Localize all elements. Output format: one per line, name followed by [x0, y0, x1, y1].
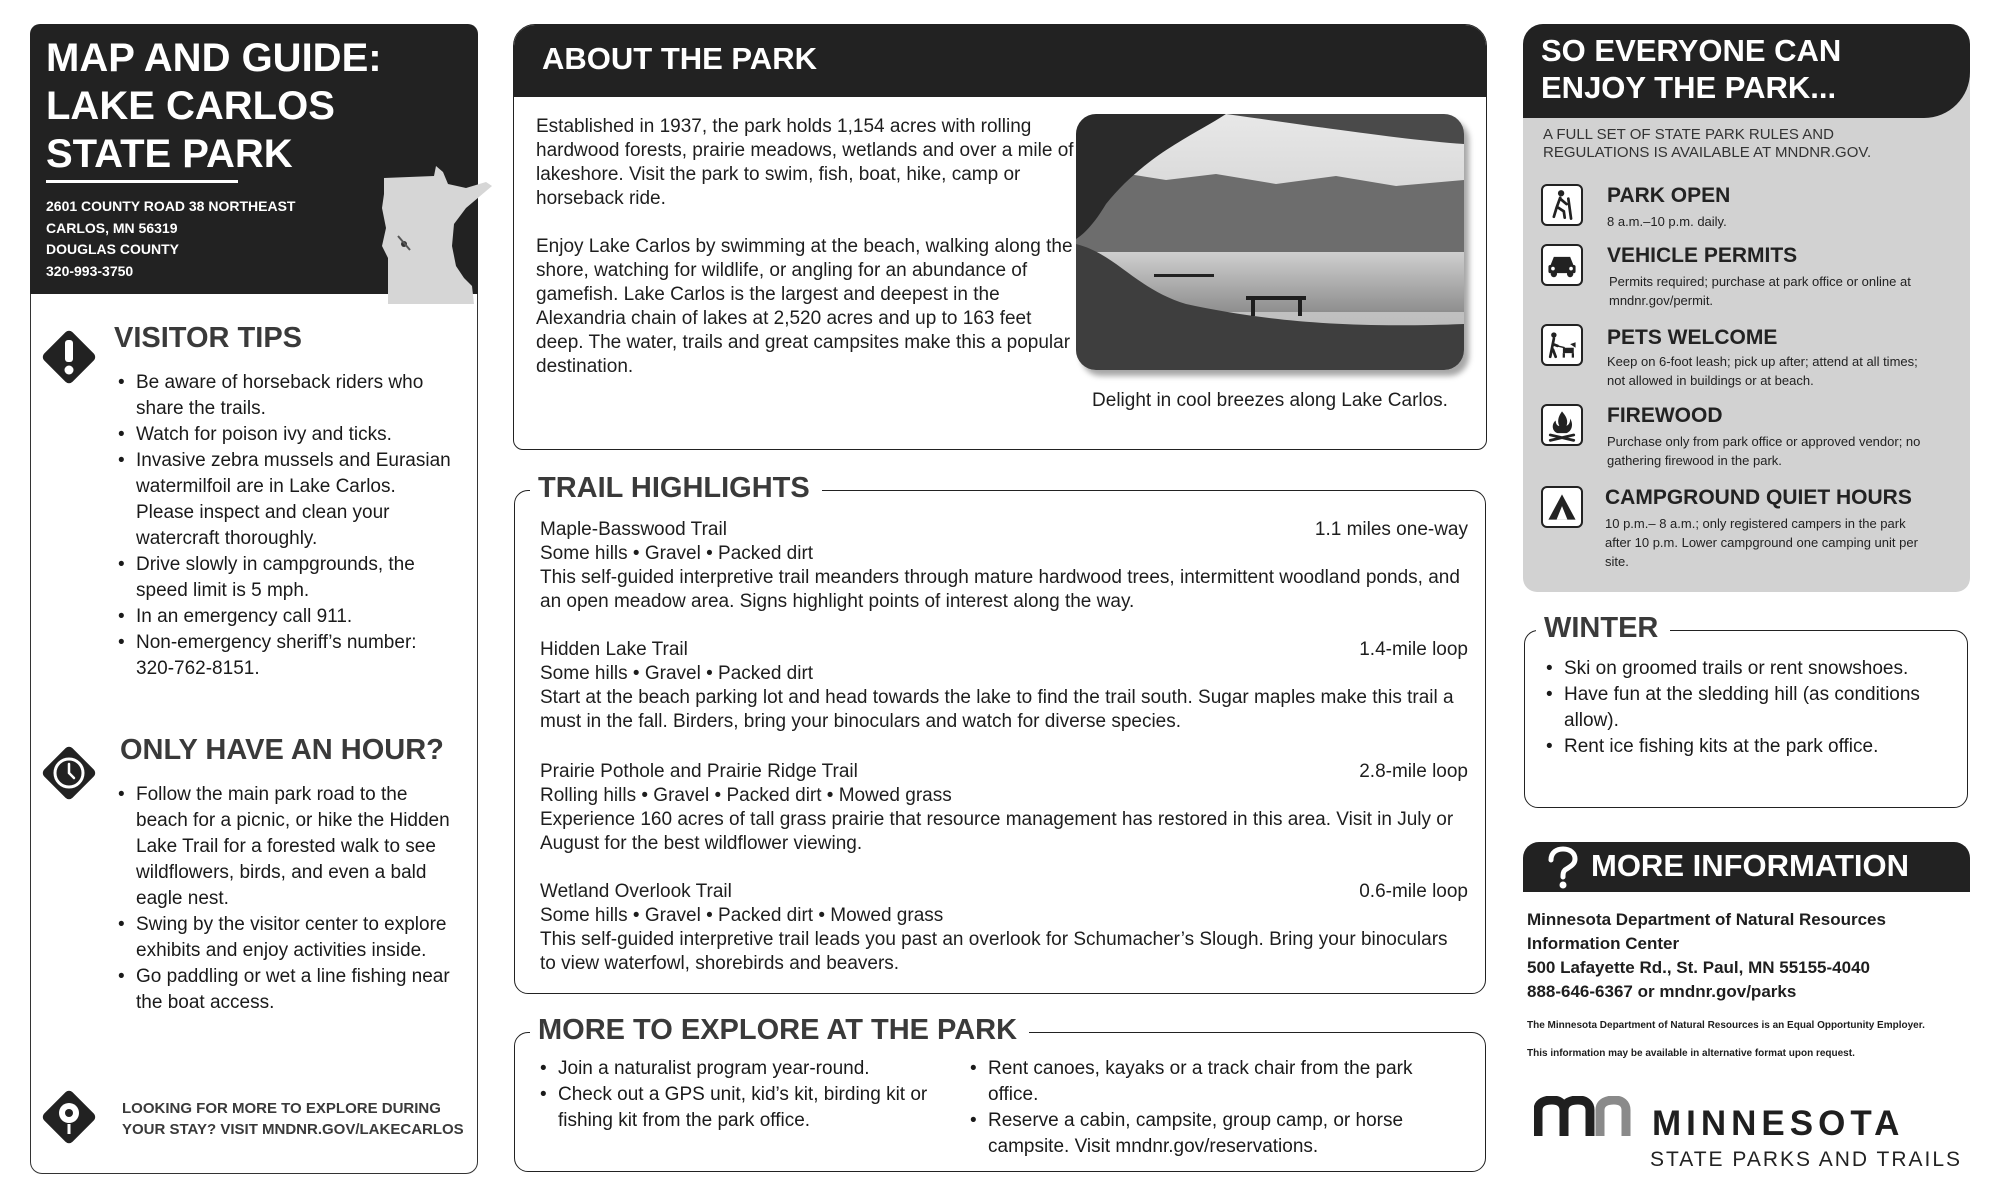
- trail-name: Hidden Lake Trail: [540, 639, 688, 660]
- rule-title-quiet-hours: CAMPGROUND QUIET HOURS: [1605, 486, 1912, 509]
- trail-description: Experience 160 acres of tall grass prairie that resource management has restored in this area. Visit in July or August for the best wildflower viewing.: [540, 809, 1454, 854]
- visitor-tips-title: VISITOR TIPS: [114, 322, 303, 354]
- about-body: [536, 115, 1076, 403]
- clock-icon: [36, 740, 102, 806]
- list-item: • Reserve a cabin, campsite, group camp, or horse campsite. Visit mndnr.gov/reservations.: [968, 1108, 1438, 1160]
- title-panel: [30, 24, 478, 294]
- trail-description: Start at the beach parking lot and head towards the lake to find the trail south. Sugar maples make this trail a must in the fall. Birders, bring your binoculars and watch for diverse species.: [540, 687, 1454, 732]
- campfire-icon: [1541, 404, 1583, 446]
- address-street: 2601 COUNTY ROAD 38 NORTHEAST: [46, 198, 296, 214]
- list-item: • Have fun at the sledding hill (as conditions allow).: [1544, 682, 1954, 734]
- alert-icon: [36, 324, 102, 390]
- rule-desc-quiet-hours: 10 p.m.– 8 a.m.; only registered campers in the park after 10 p.m. Lower campground one camping unit per site.: [1605, 516, 1918, 569]
- trail-distance: 0.6-mile loop: [1359, 881, 1468, 902]
- explore-list-right: [968, 1056, 1438, 1160]
- park-address: [46, 196, 295, 282]
- equal-opportunity-note: The Minnesota Department of Natural Resources is an Equal Opportunity Employer.: [1527, 1020, 1925, 1031]
- only-hour-list: [116, 782, 456, 1016]
- rule-title-vehicle-permits: VEHICLE PERMITS: [1607, 244, 1798, 267]
- about-title: ABOUT THE PARK: [542, 41, 817, 76]
- rule-desc-firewood: Purchase only from park office or approved vendor; no gathering firewood in the park.: [1607, 434, 1921, 468]
- title-line-1: MAP AND GUIDE:: [46, 36, 382, 80]
- list-item: • Rent canoes, kayaks or a track chair from the park office.: [968, 1056, 1438, 1108]
- minnesota-map-icon: [348, 154, 498, 314]
- rule-desc-park-open: 8 a.m.–10 p.m. daily.: [1607, 214, 1727, 229]
- trail-item: [540, 880, 1468, 976]
- contact-phone-web: 888-646-6367 or mndnr.gov/parks: [1527, 982, 1797, 1001]
- about-header: [514, 25, 1486, 97]
- list-item: • Watch for poison ivy and ticks.: [116, 422, 456, 448]
- contact-org: Minnesota Department of Natural Resources: [1527, 910, 1886, 929]
- explore-website-link[interactable]: [122, 1098, 464, 1140]
- list-item: • Invasive zebra mussels and Eurasian watermilfoil are in Lake Carlos. Please inspect and clean your watercraft thoroughly.: [116, 448, 456, 552]
- rule-title-firewood: FIREWOOD: [1607, 404, 1723, 427]
- hiker-icon: [1541, 184, 1583, 226]
- address-city: CARLOS, MN 56319: [46, 219, 178, 236]
- pet-icon: [1541, 324, 1583, 366]
- more-info-title: MORE INFORMATION: [1591, 848, 1910, 883]
- logo-tagline: STATE PARKS AND TRAILS: [1650, 1148, 1963, 1171]
- trail-distance: 2.8-mile loop: [1359, 761, 1468, 782]
- winter-title: WINTER: [1536, 612, 1670, 645]
- logo-wordmark: MINNESOTA: [1652, 1104, 1905, 1143]
- list-item: • Rent ice fishing kits at the park office.: [1544, 734, 1954, 760]
- rule-desc-pets-welcome: Keep on 6-foot leash; pick up after; attend at all times; not allowed in buildings or at beach.: [1607, 354, 1918, 388]
- more-info-header: [1523, 842, 1970, 892]
- lake-photo: [1076, 114, 1464, 370]
- trail-name: Maple-Basswood Trail: [540, 519, 727, 540]
- list-item: • Drive slowly in campgrounds, the speed limit is 5 mph.: [116, 552, 456, 604]
- list-item: • In an emergency call 911.: [116, 604, 456, 630]
- trail-item: [540, 760, 1468, 856]
- trail-description: This self-guided interpretive trail meanders through mature hardwood trees, intermittent woodland ponds, and an open meadow area. Signs highlight points of interest along the way.: [540, 567, 1460, 612]
- trail-name: Prairie Pothole and Prairie Ridge Trail: [540, 761, 858, 782]
- title-divider: [46, 180, 238, 183]
- list-item: • Check out a GPS unit, kid’s kit, birding kit or fishing kit from the park office.: [538, 1082, 958, 1134]
- trail-description: This self-guided interpretive trail leads you past an overlook for Schumacher’s Slough. Bring your binoculars to view waterfowl, shorebirds and beavers.: [540, 929, 1448, 974]
- trail-distance: 1.1 miles one-way: [1314, 519, 1468, 540]
- about-paragraph-1: Established in 1937, the park holds 1,154 acres with rolling hardwood forests, prairie meadows, wetlands and over a mile of lakeshore. Visit the park to swim, fish, boat, hike, camp or horseback ride.: [536, 116, 1074, 209]
- car-icon: [1541, 244, 1583, 286]
- tent-icon: [1541, 486, 1583, 528]
- contact-center: Information Center: [1527, 934, 1680, 953]
- trail-surface: Some hills • Gravel • Packed dirt • Mowed grass: [540, 905, 944, 926]
- rule-desc-vehicle-permits: Permits required; purchase at park office or online at mndnr.gov/permit.: [1609, 274, 1911, 308]
- explore-link-line-2: YOUR STAY? VISIT MNDNR.GOV/LAKECARLOS: [122, 1121, 464, 1138]
- title-line-2: LAKE CARLOS: [46, 84, 335, 128]
- rules-panel: [1523, 24, 1970, 592]
- list-item: • Swing by the visitor center to explore exhibits and enjoy activities inside.: [116, 912, 456, 964]
- rules-title-line-2: ENJOY THE PARK...: [1541, 70, 1837, 105]
- only-hour-title: ONLY HAVE AN HOUR?: [120, 734, 444, 766]
- trail-item: [540, 518, 1468, 614]
- explore-list-left: [538, 1056, 958, 1134]
- rules-subtitle: A FULL SET OF STATE PARK RULES AND REGULATIONS IS AVAILABLE AT MNDNR.GOV.: [1543, 126, 1872, 161]
- rule-title-pets-welcome: PETS WELCOME: [1607, 326, 1778, 349]
- list-item: • Go paddling or wet a line fishing near the boat access.: [116, 964, 456, 1016]
- rule-title-park-open: PARK OPEN: [1607, 184, 1731, 207]
- about-paragraph-2: Enjoy Lake Carlos by swimming at the beach, walking along the shore, watching for wildlife, or angling for an abundance of gamefish. Lake Carlos is the largest and deepest in the Alexandria chain of lakes at 2,520 acres and up to 163 feet deep. The water, trails and great campsites make this a popular destination.: [536, 236, 1073, 377]
- alt-format-note: This information may be available in alternative format upon request.: [1527, 1048, 1855, 1059]
- contact-info: [1527, 908, 1886, 1004]
- mn-logo-icon: [1534, 1096, 1634, 1140]
- trail-item: [540, 638, 1468, 734]
- list-item: • Non-emergency sheriff’s number: 320-762-8151.: [116, 630, 456, 682]
- trail-surface: Some hills • Gravel • Packed dirt: [540, 543, 814, 564]
- visitor-tips-list: [116, 370, 456, 682]
- list-item: • Ski on groomed trails or rent snowshoes.: [1544, 656, 1954, 682]
- rules-header: [1523, 24, 1970, 118]
- rules-title-line-1: SO EVERYONE CAN: [1541, 33, 1842, 68]
- trail-surface: Rolling hills • Gravel • Packed dirt • Mowed grass: [540, 785, 952, 806]
- winter-list: [1544, 656, 1954, 760]
- map-pin-icon: [36, 1084, 102, 1150]
- rules-title: [1541, 32, 1841, 106]
- page-title: [46, 34, 382, 178]
- address-county: DOUGLAS COUNTY: [46, 241, 179, 257]
- trail-distance: 1.4-mile loop: [1359, 639, 1468, 660]
- title-line-3: STATE PARK: [46, 132, 293, 176]
- trail-surface: Some hills • Gravel • Packed dirt: [540, 663, 814, 684]
- contact-address: 500 Lafayette Rd., St. Paul, MN 55155-4040: [1527, 958, 1870, 977]
- trail-highlights-title: TRAIL HIGHLIGHTS: [530, 472, 822, 505]
- address-phone: 320-993-3750: [46, 262, 134, 279]
- trail-name: Wetland Overlook Trail: [540, 881, 732, 902]
- question-icon: [1545, 846, 1579, 890]
- list-item: • Join a naturalist program year-round.: [538, 1056, 958, 1082]
- explore-link-line-1: LOOKING FOR MORE TO EXPLORE DURING: [122, 1100, 441, 1117]
- photo-caption: Delight in cool breezes along Lake Carlos.: [1092, 390, 1448, 411]
- list-item: • Follow the main park road to the beach for a picnic, or hike the Hidden Lake Trail for a forested walk to see wildflowers, birds, and even a bald eagle nest.: [116, 782, 456, 912]
- list-item: • Be aware of horseback riders who share the trails.: [116, 370, 456, 422]
- more-explore-title: MORE TO EXPLORE AT THE PARK: [530, 1014, 1029, 1047]
